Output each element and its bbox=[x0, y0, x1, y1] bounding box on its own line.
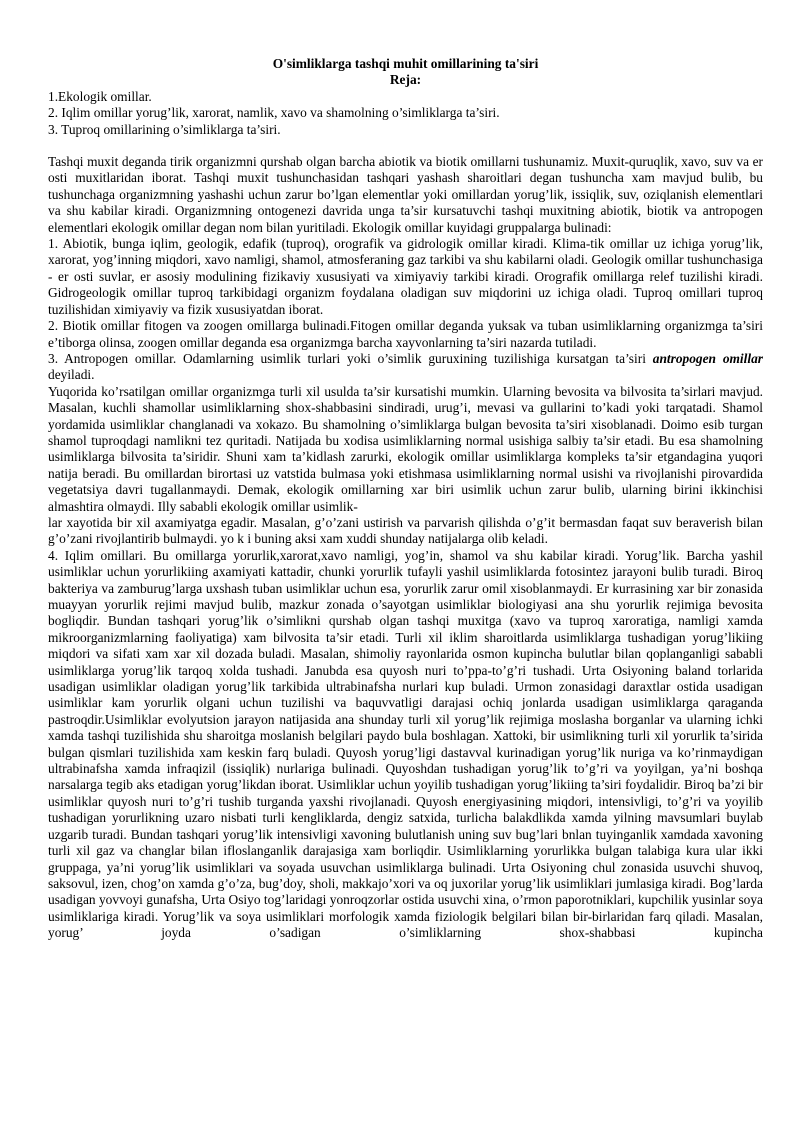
plan-item: 3. Tuproq omillarining o’simliklarga ta’siri. bbox=[48, 121, 281, 137]
plan-item: 1.Ekologik omillar. bbox=[48, 88, 152, 104]
paragraph-anthropogenic bbox=[48, 351, 763, 384]
plan-item: 2. Iqlim omillar yorug’lik, xarorat, namlik, xavo va shamolning o’simliklarga ta’siri. bbox=[48, 105, 500, 121]
plan-heading: Reja: bbox=[389, 72, 422, 88]
document-title: O'simliklarga tashqi muhit omillarining ta'siri bbox=[272, 56, 539, 71]
paragraph-abiotic: 1. Abiotik, bunga iqlim, geologik, edafik (tuproq), orografik va gidrologik omillar kiradi. Klima-tik omillar uz ichiga yorug’lik, xarorat, yog’inning miqdori, xavo namligi, shamol, atmosferaning gaz tarkibi va shu kabilarni oladi. Geologik omillar tushunchasiga - er osti suvlar, er asosiy modulining fizikaviy xususiyati va ximiyaviy tarkibi kiradi. Orografik omillarga relef tuzilishi kiradi. Gidrogeologik omillar tuproq tarkibidagi organizm foydalana oladigan suv miqdorini uz ichiga oladi. Tuproq omillari tuproq tuzilishidan ximiyaviy va fizik xususiyatdan iborat. bbox=[48, 236, 763, 317]
paragraph-climate: 4. Iqlim omillari. Bu omillarga yorurlik,xarorat,xavo namligi, yog’in, shamol va shu kabilar kiradi. Yorug’lik. Barcha yashil usimliklar uchun yorurlikiing axamiyati kattadir, chunki yorurlik tufayli yashil usimliklarda fotosintez jarayoni bulib turadi. Biroq bakteriya va zamburug’larga uxshash tuban usimliklar uchun esa, yorurlik zarur omil xisoblanmaydi. Er kurrasining xar bir zonasida muayyan yorurlik rejimi mavjud bulib, mazkur zonada o’sayotgan usimliklar biologiyasi ana shu yorurlik rejimiga bevosita bogliqdir. Bundan tashqari yorug’lik o’simlikni qurshab olgan tashqi muxitga (xavo va tuproq xaroratiga, namligi xamda mikroorganizmlarning faoliyatiga) xam bilvosita ta’sir etadi. Turli xil iklim sharoitlarda usimliklarga tushadigan yorug’likiing miqdori va sifati xam xar xil dozada buladi. Masalan, shimoliy rayonlarida osmon kupincha bulutlar bilan qoplanganligi sababli usimliklarga yorug’lik tarqoq xolda tushadi. Janubda esa quyosh nuri to’ppa-to’g’ri tushadi. Urta Osiyoning baland torlarida usadigan usimliklar oladigan yorug’lik tarkibida ultrabinafsha nurlari kup buladi. Urmon zonasidagi daraxtlar ostida usadigan usimliklar kam yorurlik olgani uchun tuzilishi va baquvvatligi darajasi ochiq jonlarda usadigan usimliklarga qaraganda pastroqdir.Usimliklar evolyutsion jarayon natijasida ana shunday turli xil yorug’lik rejimiga moslasha borganlar va ularning ichki xamda tashqi tuzilishida shu sharoitga moslanish belgilari paydo bula boshlagan. Xattoki, bir usimlikning turli xil yorurlik ta’sirida bulgan qismlari tuzilishida xam keskin farq buladi. Quyosh yorug’ligi dastavval kurinadigan yorug’lik nuriga va ko’rinmaydigan ultrabinafsha xamda infraqizil (issiqlik) nurlariga bulinadi. Quyoshdan tushadigan yorug’lik to’g’ri va yoyilgan, ya’ni boshqa narsalarga tegib aks etadigan yorug’likdan iborat. Usimliklar uchun yoyilib tushadigan yorug’likiing ta’siri foydalidir. Biroq ba’zi bir usimliklar quyosh nuri to’g’ri tushib turganda yaxshi rivojlanadi. Quyosh energiyasining miqdori, intensivligi, to’g’ri va yoyilib tushadigan yorurlikning uzaro nisbati turli kengliklarda, dengiz satxida, turlicha balakdlikda xamda yilning mavsumlari buylab uzgarib turadi. Bundan tashqari yorug’lik intensivligi xavoning bulutlanish uning suv bug’lari bnlan tuyinganlik xamdada xavoning turli xil gaz va changlar bilan ifloslanganlik darajasiga xam borliqdir. Usimliklarning yorurlikka bulgan talabiga kura ular ikki gruppaga, ya’ni yorug’lik usimliklari va soyada usuvchan usimliklarga bulinadi. Urta Osiyoning chul zonasida usuvchi shuvoq, saksovul, izen, chog’on xamda g’o’za, bug’doy, sholi, makkajo’xori va oq juxorilar yorug’lik usimliklari jumlasiga kiradi. Bog’larda usadigan yovvoyi gunafsha, Urta Osiyo tog’laridagi yonroqzorlar ostida usuvchi xina, o’rmon paporotniklari, kupchilik yusinlar soya usimliklariga kiradi. Yorug’lik va soya usimliklari morfologik xamda fiziologik belgilari bilan bir-birlaridan farq qiladi. Masalan, yorug’ joyda o’sadigan o’simliklarning shox-shabbasi kupincha bbox=[48, 547, 763, 941]
paragraph-intro: Tashqi muxit deganda tirik organizmni qurshab olgan barcha abiotik va biotik omillarni tushunamiz. Muxit-quruqlik, xavo, suv va er osti muxitlaridan iborat. Tashqi muxit tushunchasidan tashqari yashash sharoitlari degan tushuncha xam mavjud bulib, bu tushunchaga organizmning yashashi uchun zarur bo’lgan elementlar yoki omillardan yorug’lik, issiqlik, suv, oziqlanish elementlari va shu kabilar kiradi. Organizmning ontogenezi davrida unga ta’sir kursatuvchi tashqi muxitning abiotik, biotik va antropogen elementlari ekologik omillar degan nom bilan yuritiladi. Ekologik omillar kuyidagi gruppalarga bulinadi: bbox=[48, 154, 763, 235]
keyword-anthropogenic: antropogen omillar bbox=[652, 350, 763, 366]
plan-list bbox=[48, 89, 763, 138]
paragraph-biotic: 2. Biotik omillar fitogen va zoogen omillarga bulinadi.Fitogen omillar deganda yuksak va tuban usimliklarning organizmga ta’siri e’tiborga olinsa, zoogen omillar deganda esa organizmga barcha xayvonlarning ta’siri nazarda tutiladi. bbox=[48, 318, 763, 350]
paragraph-continuation: lar xayotida bir xil axamiyatga egadir. Masalan, g’o’zani ustirish va parvarish qilishda o’g’it bermasdan faqat suv beraverish bilan g’o’zani rivojlantirib bulmaydi. yo k i buning aksi xam xuddi shunday natijalarga olib keladi. bbox=[48, 514, 763, 547]
paragraph-influence: Yuqorida ko’rsatilgan omillar organizmga turli xil usulda ta’sir kursatishi mumkin. Ularning bevosita va bilvosita ta’sirlari mavjud. Masalan, kuchli shamollar usimliklarning shox-shabbasini sindiradi, urug’i, mevasi va gullarini to’kadi yoki tarqatadi. Shamol yordamida usimliklar changlanadi va xokazo. Bu shamolning o’simliklarga bulgan bevosita ta’siri xisoblanadi. Doimo esib turgan shamol tuproqdagi namlikni tez quritadi. Natijada bu xodisa usimliklarning normal usishiga salbiy ta’sir etadi. Bu esa shamolning usimliklarga bilvosita ta’siridir. Shuni xam ta’kidlash zarurki, ekologik omillar usimliklarga kompleks ta’sir etgandagina yuqori natija beradi. Bu omillardan birortasi uz vatstida bulmasa yoki etishmasa usimliklarning normal usishi va rivojlanishi pirovardida vegetatsiya davri tugallanmaydi. Demak, ekologik omillarning xar biri usimlik uchun zarur bulib, ularning birini ikkinchisi almashtira olmaydi. Illy sababli ekologik omillar usimlik- bbox=[48, 383, 763, 514]
paragraph-text: deyiladi. bbox=[48, 367, 95, 383]
paragraph-text: 3. Antropogen omillar. Odamlarning usimlik turlari yoki o’simlik guruxining tuzilishiga kursatgan ta’siri bbox=[48, 350, 653, 366]
document-body bbox=[48, 154, 763, 942]
